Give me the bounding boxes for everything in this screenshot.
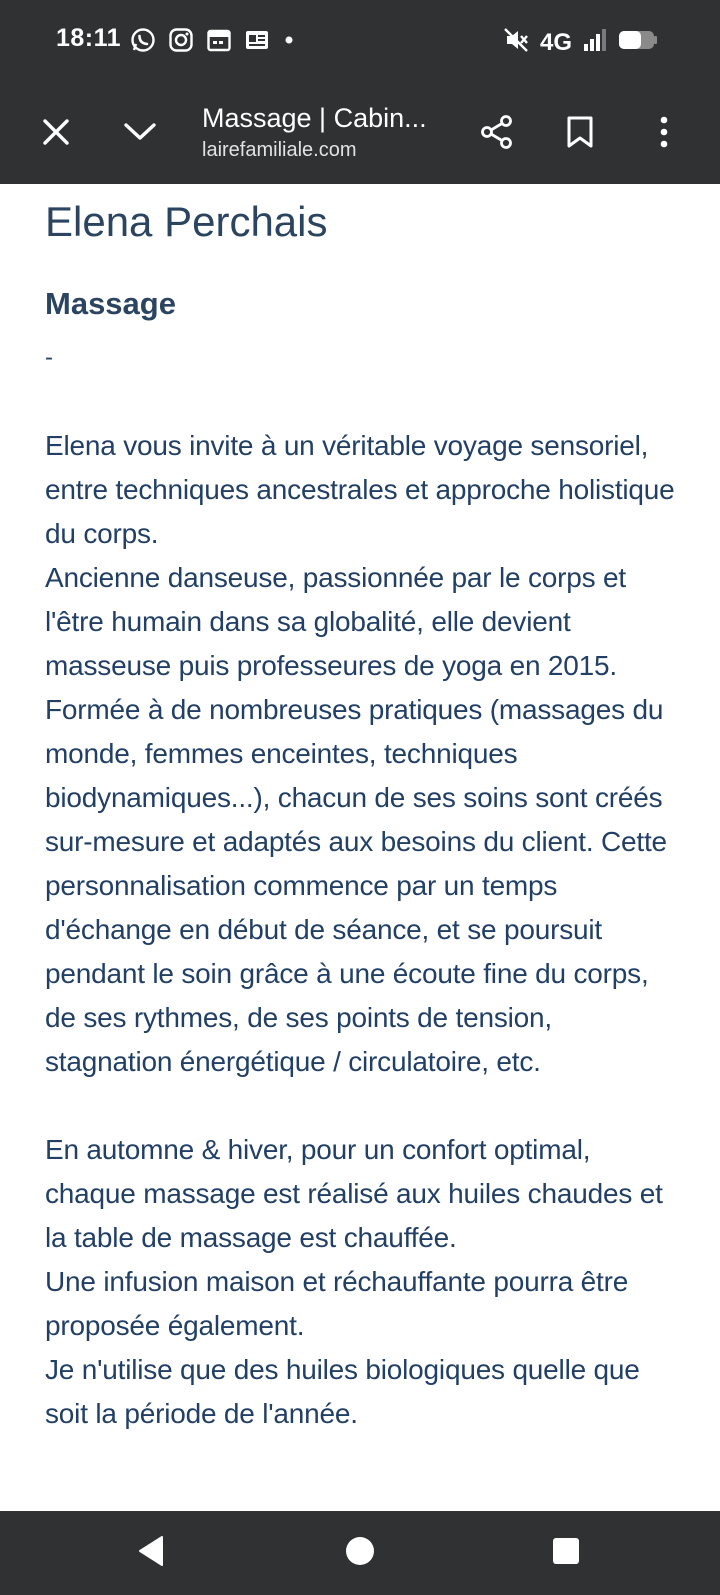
collapse-button[interactable] — [116, 110, 164, 158]
whatsapp-icon — [130, 27, 156, 53]
home-icon — [344, 1535, 376, 1572]
paragraph: En automne & hiver, pour un confort optimal, chaque massage est réalisé aux huiles chaudes et la table de massage est chauffée. — [45, 1134, 663, 1253]
separator-dash: - — [45, 344, 53, 371]
mute-icon — [502, 26, 530, 59]
battery-icon — [618, 28, 658, 57]
browser-toolbar — [0, 84, 720, 184]
article-body — [45, 424, 685, 1436]
paragraph: Formée à de nombreuses pratiques (massages du monde, femmes enceintes, techniques biodynamiques...), chacun de ses soins sont créés sur-mesure et adaptés aux besoins du client. Cette personnalisation commence par un temps d'échange en début de séance, et se poursuit pendant le soin grâce à une écoute fine du corps, de ses rythmes, de ses points de tension, stagnation énergétique / circulatoire, etc. — [45, 694, 667, 1077]
share-button[interactable] — [473, 110, 521, 158]
paragraph: Je n'utilise que des huiles biologiques quelle que soit la période de l'année. — [45, 1354, 640, 1429]
status-bar — [0, 0, 720, 84]
more-vert-icon — [658, 115, 670, 154]
page-title-area[interactable] — [202, 100, 442, 164]
section-heading: Massage — [45, 286, 176, 321]
tab-title: Massage | Cabin... — [202, 103, 427, 133]
calendar-icon — [206, 27, 232, 53]
signal-icon — [582, 27, 608, 58]
network-type: 4G — [539, 28, 572, 56]
web-content[interactable] — [0, 184, 720, 1511]
paragraph-gap — [45, 1084, 685, 1128]
news-icon — [244, 27, 270, 53]
paragraph: Une infusion maison et réchauffante pourra être proposée également. — [45, 1266, 629, 1341]
share-icon — [479, 114, 515, 155]
back-icon — [136, 1534, 168, 1573]
more-options-button[interactable] — [640, 110, 688, 158]
recents-icon — [551, 1536, 581, 1571]
dot-icon — [282, 27, 296, 53]
chevron-down-icon — [123, 120, 157, 149]
paragraph: Ancienne danseuse, passionnée par le corps et l'être humain dans sa globalité, elle devient masseuse puis professeures de yoga en 2015. — [45, 562, 626, 681]
system-icons — [502, 26, 658, 59]
bookmark-button[interactable] — [556, 110, 604, 158]
close-button[interactable] — [32, 110, 80, 158]
bookmark-icon — [565, 115, 595, 154]
status-time: 18:11 — [56, 24, 122, 52]
home-button[interactable] — [336, 1529, 384, 1577]
notification-icons — [130, 27, 296, 53]
recents-button[interactable] — [542, 1529, 590, 1577]
back-button[interactable] — [128, 1529, 176, 1577]
page-title: Elena Perchais — [45, 198, 328, 245]
system-nav-bar — [0, 1511, 720, 1595]
paragraph: Elena vous invite à un véritable voyage sensoriel, entre techniques ancestrales et approche holistique du corps. — [45, 430, 675, 549]
close-icon — [41, 117, 71, 152]
instagram-icon — [168, 27, 194, 53]
page-url: lairefamiliale.com — [202, 139, 357, 161]
